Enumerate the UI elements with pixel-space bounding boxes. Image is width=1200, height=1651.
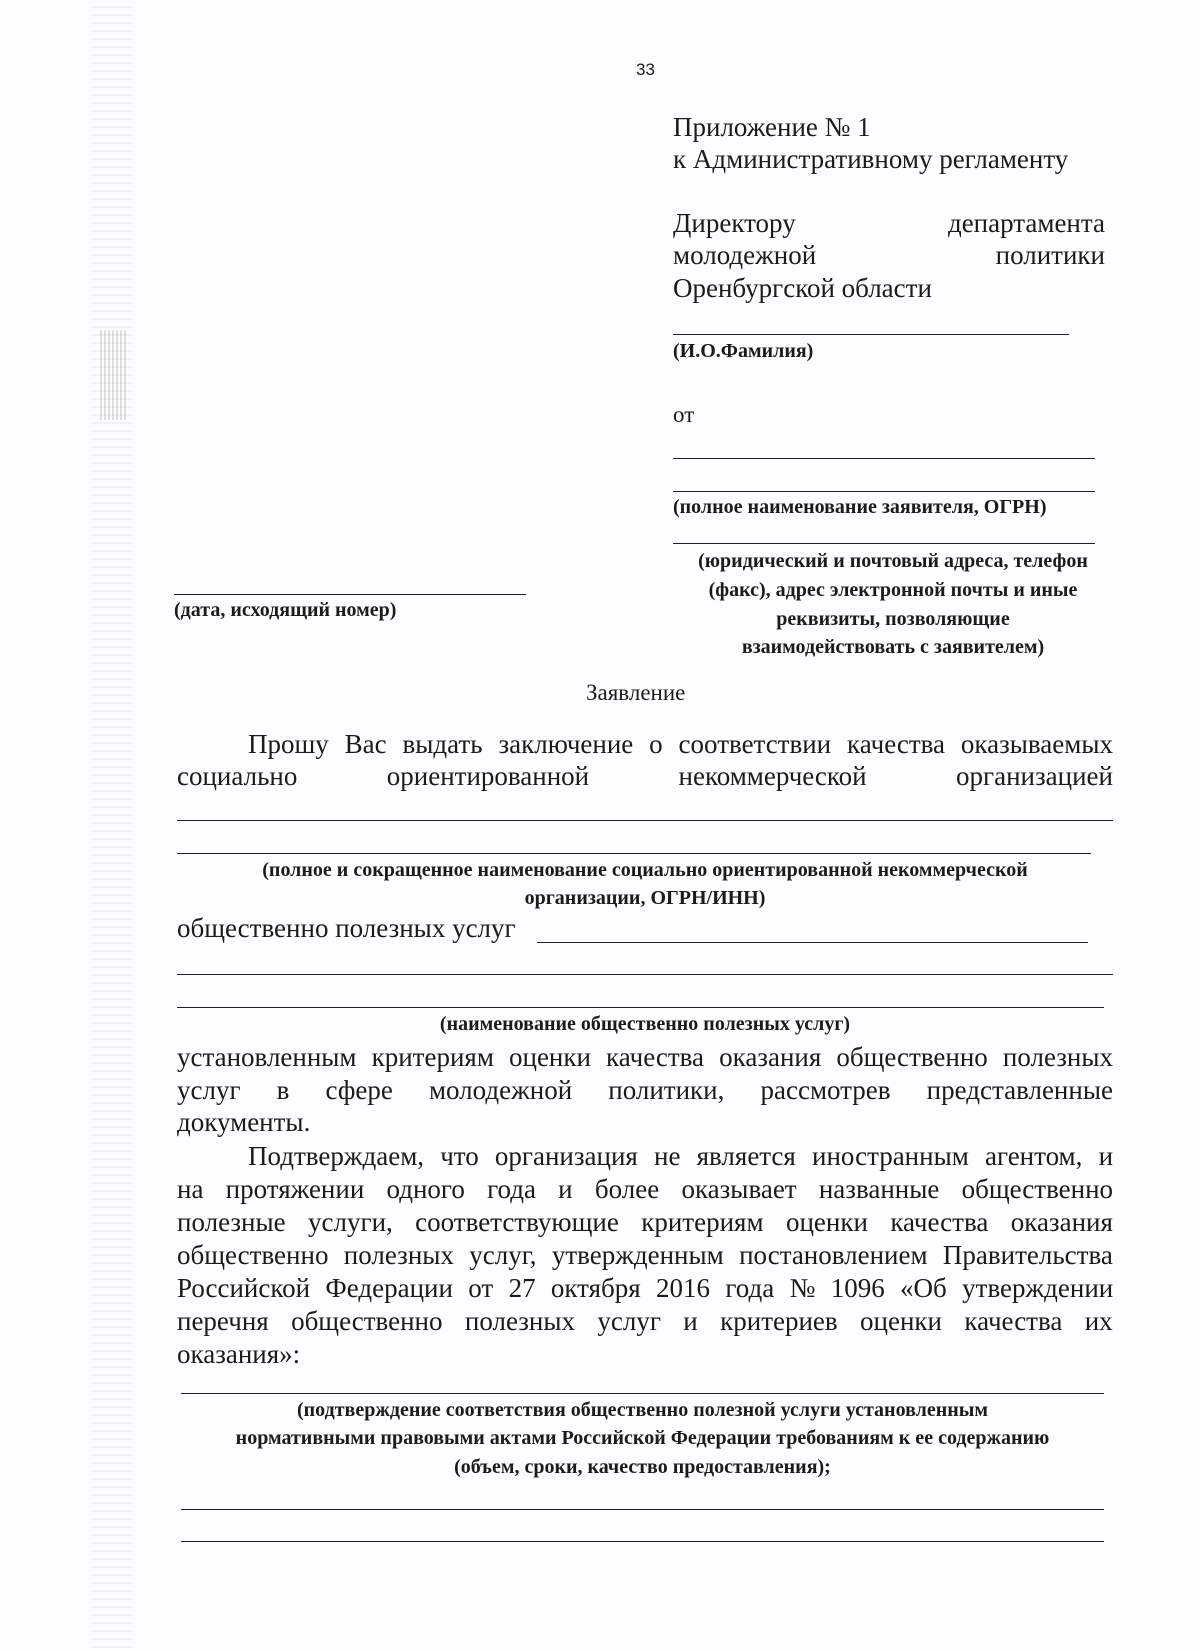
director-name-line (673, 334, 1069, 335)
p2-line-2-word-2: в (276, 1075, 290, 1105)
p2-line-2-word-6: рассмотрев (760, 1075, 891, 1105)
appendix-line-2: к Административному регламенту (673, 144, 1069, 174)
confirm-line-3 (181, 1541, 1104, 1542)
p2-line-2-word-7: представленные (926, 1075, 1113, 1105)
addressee-row-2-right: политики (995, 240, 1105, 270)
appendix-line-1: Приложение № 1 (673, 112, 871, 142)
address-line (673, 543, 1095, 544)
services-line-3 (177, 1007, 1104, 1008)
address-hint-2: (факс), адрес электронной почты и иные (708, 579, 1078, 601)
p1-line-1: Прошу Вас выдать заключение о соответствии качества оказываемых (248, 729, 1113, 759)
p3-line-7: оказания»: (177, 1339, 301, 1369)
address-hint-1: (юридический и почтовый адреса, телефон (698, 550, 1088, 572)
scan-blot (100, 330, 126, 420)
p2-line-3: документы. (177, 1107, 311, 1137)
p3-line-1: Подтверждаем, что организация не является иностранным агентом, и (248, 1141, 1114, 1171)
scan-edge-noise (92, 0, 132, 1651)
p2-line-2 (177, 1075, 1113, 1106)
p2-line-2-word-3: сфере (325, 1075, 393, 1105)
addressee-row-2 (673, 240, 1105, 271)
p3-line-6: перечня общественно полезных услуг и критериев оценки качества их (177, 1306, 1113, 1336)
addressee-row-3: Оренбургской области (673, 273, 932, 303)
p2-line-1: установленным критериям оценки качества оказания общественно полезных (177, 1042, 1114, 1072)
org-line-2 (177, 853, 1091, 854)
confirm-line-1 (181, 1393, 1104, 1394)
applicant-line-1 (673, 458, 1095, 459)
p3-line-2: на протяжении одного года и более оказывает названные общественно (177, 1174, 1114, 1204)
from-label: от (673, 402, 695, 427)
applicant-hint: (полное наименование заявителя, ОГРН) (673, 496, 1047, 518)
services-line-2 (177, 974, 1113, 975)
address-hint-4: взаимодействовать с заявителем) (741, 636, 1045, 658)
services-label: общественно полезных услуг (177, 913, 516, 943)
p1-line-2-word-1: социально (177, 761, 298, 791)
org-line-1 (177, 820, 1113, 821)
address-hint-3: реквизиты, позволяющие (776, 608, 1010, 630)
date-hint: (дата, исходящий номер) (174, 599, 397, 621)
addressee-row-2-left: молодежной (673, 240, 817, 270)
p1-line-2 (177, 761, 1113, 792)
org-hint-2: организации, ОГРН/ИНН) (524, 887, 766, 909)
services-hint: (наименование общественно полезных услуг) (439, 1013, 851, 1035)
p1-line-2-word-3: некоммерческой (678, 761, 867, 791)
page-number: 33 (636, 60, 655, 79)
confirm-line-2 (181, 1509, 1104, 1510)
services-line-inline (537, 942, 1088, 943)
p3-line-4: общественно полезных услуг, утвержденным постановлением Правительства (177, 1240, 1113, 1270)
document-title: Заявление (586, 680, 686, 705)
p3-line-5: Российской Федерации от 27 октября 2016 года № 1096 «Об утверждении (177, 1273, 1114, 1303)
addressee-row-1 (673, 208, 1105, 239)
p3-line-3: полезные услуги, соответствующие критериям оценки качества оказания (177, 1207, 1113, 1237)
confirm-hint-1: (подтверждение соответствия общественно полезной услуги установленным (296, 1399, 989, 1421)
p2-line-2-word-5: политики, (608, 1075, 725, 1105)
p1-line-2-word-4: организацией (956, 761, 1113, 791)
date-line (174, 594, 526, 595)
p2-line-2-word-1: услуг (177, 1075, 241, 1105)
director-name-hint: (И.О.Фамилия) (673, 340, 814, 362)
p2-line-2-word-4: молодежной (428, 1075, 573, 1105)
confirm-hint-3: (объем, сроки, качество предоставления); (454, 1456, 831, 1478)
confirm-hint-2: нормативными правовыми актами Российской Федерации требованиям к ее содержанию (235, 1427, 1050, 1449)
addressee-row-1-right: департамента (947, 208, 1105, 238)
addressee-row-1-left: Директору (673, 208, 796, 238)
p1-line-2-word-2: ориентированной (386, 761, 590, 791)
org-hint-1: (полное и сокращенное наименование социально ориентированной некоммерческой (262, 859, 1028, 881)
applicant-line-2 (673, 491, 1095, 492)
